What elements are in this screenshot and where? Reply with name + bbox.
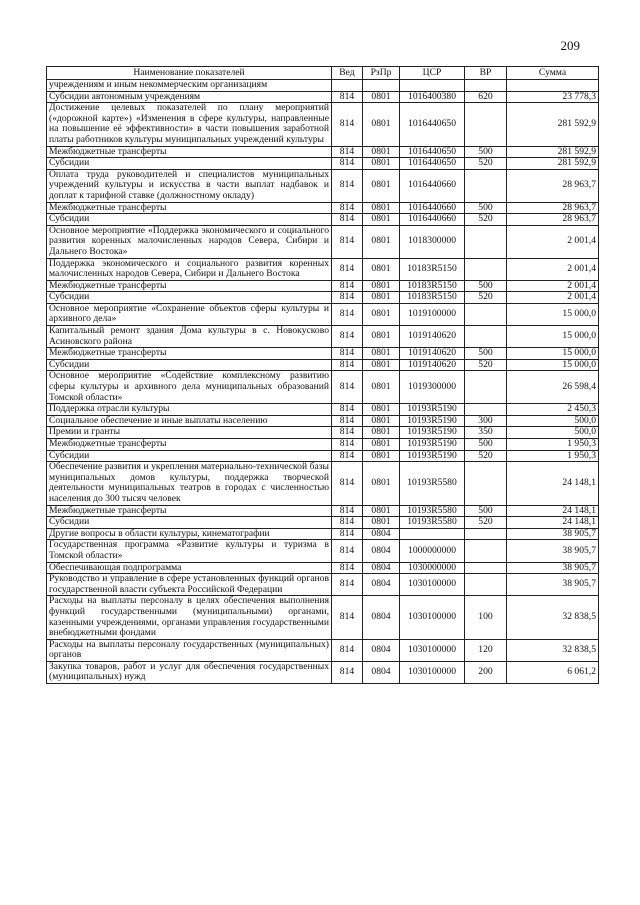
cell-name: Оплата труда руководителей и специалистов муниципальных учреждений культуры и искусства в части выплат надбавок и доплат к тарифной ставке (должностному окладу) xyxy=(47,169,332,202)
cell-vr: 620 xyxy=(465,91,507,103)
cell-sum: 28 963,7 xyxy=(507,202,599,214)
cell-rzpr: 0804 xyxy=(363,639,400,661)
cell-rzpr: 0801 xyxy=(363,517,400,529)
cell-csr: 10193R5580 xyxy=(400,462,465,505)
cell-name: Премии и гранты xyxy=(47,427,332,439)
table-row xyxy=(47,169,599,202)
table-row xyxy=(47,450,599,462)
cell-sum: 1 950,3 xyxy=(507,439,599,451)
cell-vr: 520 xyxy=(465,214,507,226)
table-row xyxy=(47,280,599,292)
cell-rzpr: 0801 xyxy=(363,158,400,170)
cell-sum: 23 778,3 xyxy=(507,91,599,103)
cell-vr: 520 xyxy=(465,450,507,462)
cell-vr xyxy=(465,303,507,325)
cell-sum: 281 592,9 xyxy=(507,158,599,170)
cell-name: Субсидии xyxy=(47,158,332,170)
cell-vr xyxy=(465,169,507,202)
cell-sum: 15 000,0 xyxy=(507,359,599,371)
table-row xyxy=(47,214,599,226)
cell-name: Субсидии xyxy=(47,359,332,371)
cell-csr: 1016440650 xyxy=(400,103,465,146)
cell-name: Капитальный ремонт здания Дома культуры в с. Новокусково Асиновского района xyxy=(47,326,332,348)
cell-rzpr: 0804 xyxy=(363,596,400,639)
cell-ved: 814 xyxy=(332,169,363,202)
cell-ved: 814 xyxy=(332,103,363,146)
cell-vr: 500 xyxy=(465,439,507,451)
cell-csr: 1030100000 xyxy=(400,661,465,683)
cell-csr: 1030000000 xyxy=(400,562,465,574)
cell-rzpr: 0801 xyxy=(363,214,400,226)
cell-name: Субсидии xyxy=(47,292,332,304)
cell-name: Государственная программа «Развитие культуры и туризма в Томской области» xyxy=(47,540,332,562)
cell-sum: 6 061,2 xyxy=(507,661,599,683)
cell-name: Межбюджетные трансферты xyxy=(47,280,332,292)
cell-csr: 1016440650 xyxy=(400,158,465,170)
cell-vr xyxy=(465,574,507,596)
header-ved: Вед xyxy=(332,67,363,80)
cell-ved: 814 xyxy=(332,348,363,360)
cell-csr: 1030100000 xyxy=(400,574,465,596)
cell-ved: 814 xyxy=(332,462,363,505)
cell-vr: 520 xyxy=(465,517,507,529)
cell-sum: 2 001,4 xyxy=(507,225,599,258)
cell-ved: 814 xyxy=(332,404,363,416)
cell-sum: 24 148,1 xyxy=(507,505,599,517)
table-row xyxy=(47,596,599,639)
cell-rzpr: 0801 xyxy=(363,371,400,404)
cell-rzpr: 0801 xyxy=(363,202,400,214)
cell-vr xyxy=(465,103,507,146)
table-row xyxy=(47,415,599,427)
cell-name: Межбюджетные трансферты xyxy=(47,202,332,214)
cell-csr: 10193R5190 xyxy=(400,427,465,439)
cell-name: Межбюджетные трансферты xyxy=(47,348,332,360)
cell-sum: 28 963,7 xyxy=(507,169,599,202)
table-row xyxy=(47,371,599,404)
cell-ved: 814 xyxy=(332,214,363,226)
cell-rzpr: 0804 xyxy=(363,540,400,562)
cell-csr: 10193R5580 xyxy=(400,505,465,517)
cell-sum: 26 598,4 xyxy=(507,371,599,404)
cell-name: Субсидии xyxy=(47,450,332,462)
cell-sum: 281 592,9 xyxy=(507,146,599,158)
cell-csr: 1000000000 xyxy=(400,540,465,562)
cell-rzpr: 0801 xyxy=(363,258,400,280)
cell-ved: 814 xyxy=(332,415,363,427)
cell-rzpr: 0801 xyxy=(363,225,400,258)
page-number: 209 xyxy=(560,38,580,53)
cell-ved: 814 xyxy=(332,505,363,517)
cell-sum: 2 001,4 xyxy=(507,258,599,280)
table-row xyxy=(47,505,599,517)
cell-ved: 814 xyxy=(332,427,363,439)
cell-csr: 1019300000 xyxy=(400,371,465,404)
cell-rzpr: 0801 xyxy=(363,146,400,158)
cell-csr: 1016440660 xyxy=(400,169,465,202)
cell-sum: 38 905,7 xyxy=(507,574,599,596)
cell-sum: 32 838,5 xyxy=(507,596,599,639)
cell-rzpr: 0801 xyxy=(363,303,400,325)
cell-csr: 1030100000 xyxy=(400,596,465,639)
cell-ved: 814 xyxy=(332,661,363,683)
cell-vr xyxy=(465,225,507,258)
table-row xyxy=(47,158,599,170)
cell-vr xyxy=(465,326,507,348)
table-row xyxy=(47,91,599,103)
cell-sum: 500,0 xyxy=(507,427,599,439)
cell-rzpr: 0801 xyxy=(363,91,400,103)
cell-rzpr: 0804 xyxy=(363,562,400,574)
table-row xyxy=(47,348,599,360)
table-row xyxy=(47,292,599,304)
cell-vr: 300 xyxy=(465,415,507,427)
cell-ved: 814 xyxy=(332,280,363,292)
cell-sum: 2 001,4 xyxy=(507,280,599,292)
cell-sum: 28 963,7 xyxy=(507,214,599,226)
table-row xyxy=(47,528,599,540)
cell-ved: 814 xyxy=(332,371,363,404)
table-row xyxy=(47,404,599,416)
cell-csr: 1016440650 xyxy=(400,146,465,158)
cell-sum: 32 838,5 xyxy=(507,639,599,661)
cell-name: Основное мероприятие «Содействие комплексному развитию сферы культуры и архивного дела муниципальных образований Томской области» xyxy=(47,371,332,404)
cell-name: Обеспечивающая подпрограмма xyxy=(47,562,332,574)
cell-vr xyxy=(465,540,507,562)
cell-vr xyxy=(465,462,507,505)
cell-ved: 814 xyxy=(332,225,363,258)
cell-ved: 814 xyxy=(332,517,363,529)
cell-sum: 1 950,3 xyxy=(507,450,599,462)
cell-csr xyxy=(400,528,465,540)
table-row xyxy=(47,562,599,574)
cell-rzpr: 0801 xyxy=(363,450,400,462)
cell-rzpr xyxy=(363,80,400,92)
cell-csr: 1016440660 xyxy=(400,214,465,226)
table-row xyxy=(47,326,599,348)
cell-name: Обеспечение развития и укрепления материально-технической базы муниципальных домов культуры, поддержка творческой деятельности муниципальных театров в городах с численностью населения до 300 тысяч человек xyxy=(47,462,332,505)
cell-vr: 100 xyxy=(465,596,507,639)
cell-rzpr: 0801 xyxy=(363,280,400,292)
cell-csr: 1018300000 xyxy=(400,225,465,258)
cell-ved: 814 xyxy=(332,202,363,214)
cell-sum: 281 592,9 xyxy=(507,103,599,146)
cell-csr: 1019140620 xyxy=(400,326,465,348)
cell-csr: 1030100000 xyxy=(400,639,465,661)
cell-ved: 814 xyxy=(332,540,363,562)
cell-vr: 500 xyxy=(465,280,507,292)
cell-csr: 1016440660 xyxy=(400,202,465,214)
cell-ved: 814 xyxy=(332,639,363,661)
cell-sum: 15 000,0 xyxy=(507,348,599,360)
cell-ved: 814 xyxy=(332,91,363,103)
table-row xyxy=(47,225,599,258)
cell-name: учреждениям и иным некоммерческим организациям xyxy=(47,80,332,92)
cell-rzpr: 0801 xyxy=(363,427,400,439)
cell-sum: 24 148,1 xyxy=(507,462,599,505)
cell-rzpr: 0801 xyxy=(363,415,400,427)
cell-rzpr: 0804 xyxy=(363,574,400,596)
table-row xyxy=(47,427,599,439)
cell-rzpr: 0804 xyxy=(363,661,400,683)
table-row xyxy=(47,359,599,371)
cell-vr xyxy=(465,371,507,404)
cell-ved: 814 xyxy=(332,450,363,462)
cell-name: Поддержка отрасли культуры xyxy=(47,404,332,416)
cell-rzpr: 0801 xyxy=(363,326,400,348)
cell-ved xyxy=(332,80,363,92)
cell-rzpr: 0801 xyxy=(363,169,400,202)
cell-sum: 15 000,0 xyxy=(507,303,599,325)
cell-rzpr: 0801 xyxy=(363,103,400,146)
cell-sum: 500,0 xyxy=(507,415,599,427)
cell-ved: 814 xyxy=(332,158,363,170)
cell-ved: 814 xyxy=(332,258,363,280)
cell-ved: 814 xyxy=(332,359,363,371)
cell-vr: 350 xyxy=(465,427,507,439)
cell-name: Субсидии xyxy=(47,214,332,226)
cell-ved: 814 xyxy=(332,528,363,540)
cell-csr: 1019140620 xyxy=(400,359,465,371)
cell-sum: 2 001,4 xyxy=(507,292,599,304)
cell-ved: 814 xyxy=(332,439,363,451)
header-sum: Сумма xyxy=(507,67,599,80)
cell-vr: 500 xyxy=(465,146,507,158)
cell-rzpr: 0801 xyxy=(363,348,400,360)
cell-ved: 814 xyxy=(332,326,363,348)
cell-vr: 520 xyxy=(465,292,507,304)
cell-name: Социальное обеспечение и иные выплаты населению xyxy=(47,415,332,427)
cell-sum: 38 905,7 xyxy=(507,562,599,574)
cell-csr: 10183R5150 xyxy=(400,292,465,304)
table-row xyxy=(47,303,599,325)
cell-name: Межбюджетные трансферты xyxy=(47,146,332,158)
cell-name: Расходы на выплаты персоналу государственных (муниципальных) органов xyxy=(47,639,332,661)
cell-ved: 814 xyxy=(332,303,363,325)
table-row xyxy=(47,574,599,596)
cell-name: Межбюджетные трансферты xyxy=(47,505,332,517)
cell-name: Субсидии xyxy=(47,517,332,529)
cell-rzpr: 0801 xyxy=(363,359,400,371)
cell-csr: 10183R5150 xyxy=(400,258,465,280)
cell-name: Поддержка экономического и социального развития коренных малочисленных народов Севера, Сибири и Дальнего Востока xyxy=(47,258,332,280)
cell-vr: 520 xyxy=(465,359,507,371)
budget-table xyxy=(46,66,599,684)
cell-rzpr: 0804 xyxy=(363,528,400,540)
cell-csr xyxy=(400,80,465,92)
table-row xyxy=(47,661,599,683)
table-row xyxy=(47,202,599,214)
cell-csr: 1019100000 xyxy=(400,303,465,325)
cell-name: Основное мероприятие «Сохранение объектов сферы культуры и архивного дела» xyxy=(47,303,332,325)
table-row xyxy=(47,80,599,92)
header-csr: ЦСР xyxy=(400,67,465,80)
cell-ved: 814 xyxy=(332,596,363,639)
cell-vr: 500 xyxy=(465,348,507,360)
table-row xyxy=(47,540,599,562)
cell-vr: 500 xyxy=(465,505,507,517)
cell-name: Межбюджетные трансферты xyxy=(47,439,332,451)
cell-vr: 500 xyxy=(465,202,507,214)
cell-sum: 24 148,1 xyxy=(507,517,599,529)
cell-ved: 814 xyxy=(332,292,363,304)
header-vr: ВР xyxy=(465,67,507,80)
cell-name: Основное мероприятие «Поддержка экономического и социального развития коренных малочисленных народов Севера, Сибири и Дальнего Востока» xyxy=(47,225,332,258)
header-name: Наименование показателей xyxy=(47,67,332,80)
cell-vr xyxy=(465,562,507,574)
cell-sum: 38 905,7 xyxy=(507,528,599,540)
cell-csr: 10183R5150 xyxy=(400,280,465,292)
cell-rzpr: 0801 xyxy=(363,292,400,304)
table-header-row xyxy=(47,67,599,80)
cell-name: Закупка товаров, работ и услуг для обеспечения государственных (муниципальных) нужд xyxy=(47,661,332,683)
cell-name: Достижение целевых показателей по плану мероприятий («дорожной карте») «Изменения в сфере культуры, направленные на повышение её эффективности» в части повышения заработной платы работников культуры муниципальных учреждений культуры xyxy=(47,103,332,146)
cell-vr xyxy=(465,80,507,92)
cell-ved: 814 xyxy=(332,574,363,596)
cell-rzpr: 0801 xyxy=(363,462,400,505)
cell-csr: 10193R5580 xyxy=(400,517,465,529)
cell-csr: 10193R5190 xyxy=(400,415,465,427)
cell-csr: 1016400380 xyxy=(400,91,465,103)
cell-name: Другие вопросы в области культуры, кинематографии xyxy=(47,528,332,540)
cell-vr: 520 xyxy=(465,158,507,170)
cell-csr: 10193R5190 xyxy=(400,404,465,416)
table-row xyxy=(47,439,599,451)
cell-vr xyxy=(465,404,507,416)
cell-vr xyxy=(465,528,507,540)
cell-csr: 10193R5190 xyxy=(400,450,465,462)
cell-vr: 120 xyxy=(465,639,507,661)
cell-sum: 2 450,3 xyxy=(507,404,599,416)
table-row xyxy=(47,517,599,529)
cell-csr: 10193R5190 xyxy=(400,439,465,451)
cell-sum: 15 000,0 xyxy=(507,326,599,348)
cell-sum: 38 905,7 xyxy=(507,540,599,562)
cell-name: Руководство и управление в сфере установленных функций органов государственной власти субъекта Российской Федерации xyxy=(47,574,332,596)
table-row xyxy=(47,258,599,280)
cell-ved: 814 xyxy=(332,146,363,158)
table-row xyxy=(47,639,599,661)
cell-rzpr: 0801 xyxy=(363,505,400,517)
table-row xyxy=(47,146,599,158)
cell-name: Расходы на выплаты персоналу в целях обеспечения выполнения функций государственными (муниципальными) органами, казенными учреждениями, органами управления государственными внебюджетными фондами xyxy=(47,596,332,639)
header-rzpr: РзПр xyxy=(363,67,400,80)
cell-name: Субсидии автономным учреждениям xyxy=(47,91,332,103)
cell-rzpr: 0801 xyxy=(363,439,400,451)
cell-sum xyxy=(507,80,599,92)
cell-vr xyxy=(465,258,507,280)
cell-ved: 814 xyxy=(332,562,363,574)
cell-csr: 1019140620 xyxy=(400,348,465,360)
table-row xyxy=(47,462,599,505)
cell-vr: 200 xyxy=(465,661,507,683)
table-row xyxy=(47,103,599,146)
cell-rzpr: 0801 xyxy=(363,404,400,416)
